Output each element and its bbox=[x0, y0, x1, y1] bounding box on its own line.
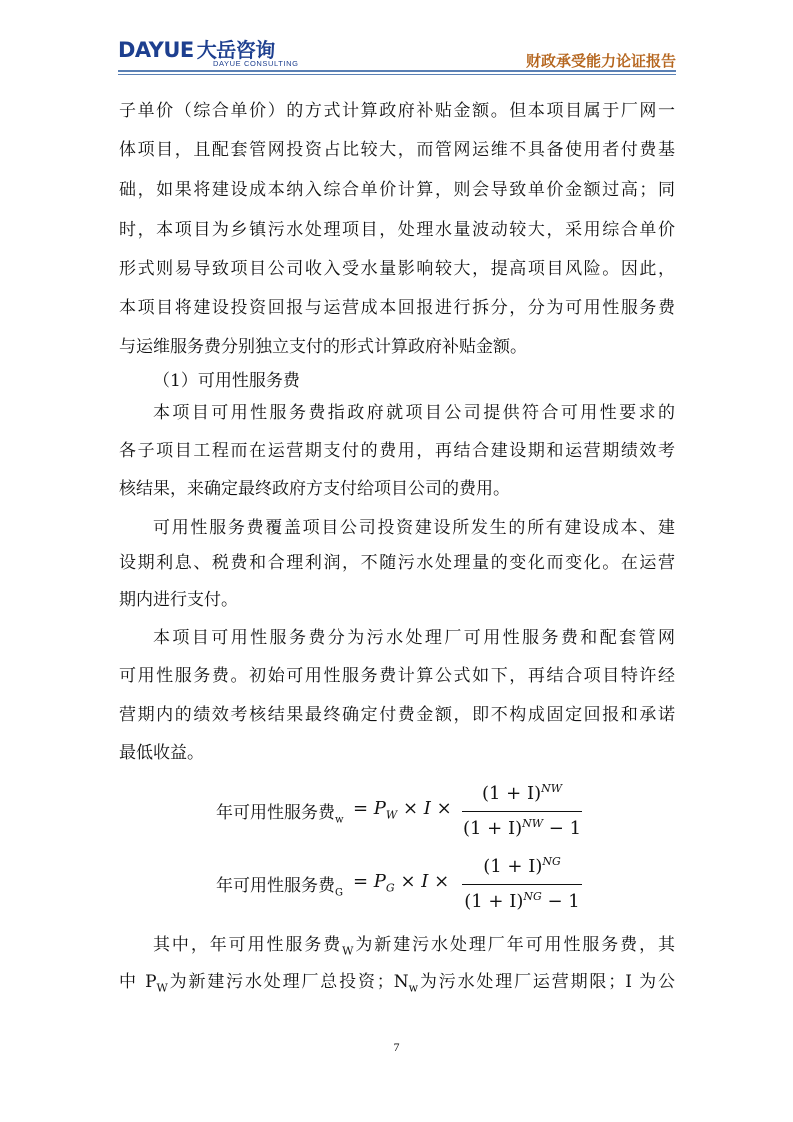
text-line: 本项目可用性服务费指政府就项目公司提供符合可用性要求的 bbox=[153, 403, 675, 423]
fraction-bar bbox=[462, 884, 582, 885]
text-segment: 中 P bbox=[119, 972, 157, 992]
formula-pipe-network bbox=[216, 853, 596, 919]
numerator-exponent: NW bbox=[541, 782, 563, 795]
fraction-denominator: (1 + I) bbox=[464, 891, 524, 912]
text-line: 各子项目工程而在运营期支付的费用，再结合建设期和运营期绩效考 bbox=[119, 441, 675, 461]
text-line bbox=[119, 966, 675, 998]
formula-mid: × I × bbox=[394, 871, 450, 892]
text-segment: 为新建污水处理厂总投资；N bbox=[167, 972, 409, 992]
text-line: 与运维服务费分别独立支付的形式计算政府补贴金额。 bbox=[119, 337, 527, 357]
formula-lhs: = P bbox=[353, 798, 386, 819]
header-rule-thick bbox=[118, 70, 676, 72]
formula-wastewater-plant bbox=[216, 780, 596, 846]
denominator-tail: − 1 bbox=[543, 818, 582, 839]
subscript: W bbox=[156, 981, 168, 995]
logo-chinese: 大岳咨询 bbox=[196, 38, 275, 62]
text-line: 本项目将建设投资回报与运营成本回报进行拆分，分为可用性服务费 bbox=[119, 298, 675, 318]
text-line: 设期利息、税费和合理利润，不随污水处理量的变化而变化。在运营 bbox=[119, 553, 675, 573]
header-rule-thin bbox=[118, 74, 676, 75]
formula-label: 年可用性服务费 bbox=[216, 803, 335, 823]
denominator-exponent: NG bbox=[523, 890, 542, 903]
page-header bbox=[118, 30, 676, 72]
text-line bbox=[153, 929, 675, 961]
text-segment: 其中，年可用性服务费 bbox=[153, 935, 343, 955]
page-number: 7 bbox=[393, 1040, 400, 1054]
text-segment: 为新建污水处理厂年可用性服务费，其 bbox=[353, 935, 676, 955]
subscript: w bbox=[408, 981, 419, 995]
formula-p-subscript: W bbox=[385, 808, 398, 822]
text-line: 时，本项目为乡镇污水处理项目，处理水量波动较大，采用综合单价 bbox=[119, 220, 675, 240]
text-line: 形式则易导致项目公司收入受水量影响较大，提高项目风险。因此， bbox=[119, 259, 675, 279]
text-line: 体项目，且配套管网投资占比较大，而管网运维不具备使用者付费基 bbox=[119, 140, 675, 160]
report-title: 财政承受能力论证报告 bbox=[525, 52, 676, 70]
logo-english: DAYUE bbox=[118, 38, 194, 62]
fraction-numerator: (1 + I) bbox=[483, 856, 543, 877]
logo-subtitle: DAYUE CONSULTING bbox=[213, 59, 299, 68]
formula-fraction bbox=[462, 780, 582, 843]
denominator-exponent: NW bbox=[522, 817, 544, 830]
text-line: 本项目可用性服务费分为污水处理厂可用性服务费和配套管网 bbox=[153, 628, 675, 648]
text-line: 期内进行支付。 bbox=[119, 590, 238, 610]
subscript: W bbox=[342, 944, 354, 958]
text-line: 础，如果将建设成本纳入综合单价计算，则会导致单价金额过高；同 bbox=[119, 180, 675, 200]
formula-label-subscript: w bbox=[335, 814, 344, 826]
text-line: 最低收益。 bbox=[119, 743, 204, 763]
formula-fraction bbox=[462, 853, 582, 916]
formula-label: 年可用性服务费 bbox=[216, 876, 335, 896]
text-line: 子单价（综合单价）的方式计算政府补贴金额。但本项目属于厂网一 bbox=[119, 101, 675, 121]
formula-p-subscript: G bbox=[385, 881, 395, 895]
formula-mid: × I × bbox=[397, 798, 452, 819]
section-heading: （1）可用性服务费 bbox=[153, 371, 300, 391]
formula-label-subscript: G bbox=[335, 887, 343, 899]
formula-lhs: = P bbox=[353, 871, 386, 892]
text-segment: 为污水处理厂运营期限；I 为公 bbox=[418, 972, 676, 992]
text-line: 可用性服务费。初始可用性服务费计算公式如下，再结合项目特许经 bbox=[119, 666, 675, 686]
numerator-exponent: NG bbox=[542, 855, 561, 868]
fraction-bar bbox=[462, 811, 582, 812]
denominator-tail: − 1 bbox=[541, 891, 580, 912]
fraction-numerator: (1 + I) bbox=[481, 783, 542, 804]
fraction-denominator: (1 + I) bbox=[462, 818, 523, 839]
text-line: 核结果，来确定最终政府方支付给项目公司的费用。 bbox=[119, 479, 510, 499]
text-line: 营期内的绩效考核结果最终确定付费金额，即不构成固定回报和承诺 bbox=[119, 705, 675, 725]
text-line: 可用性服务费覆盖项目公司投资建设所发生的所有建设成本、建 bbox=[153, 518, 675, 538]
